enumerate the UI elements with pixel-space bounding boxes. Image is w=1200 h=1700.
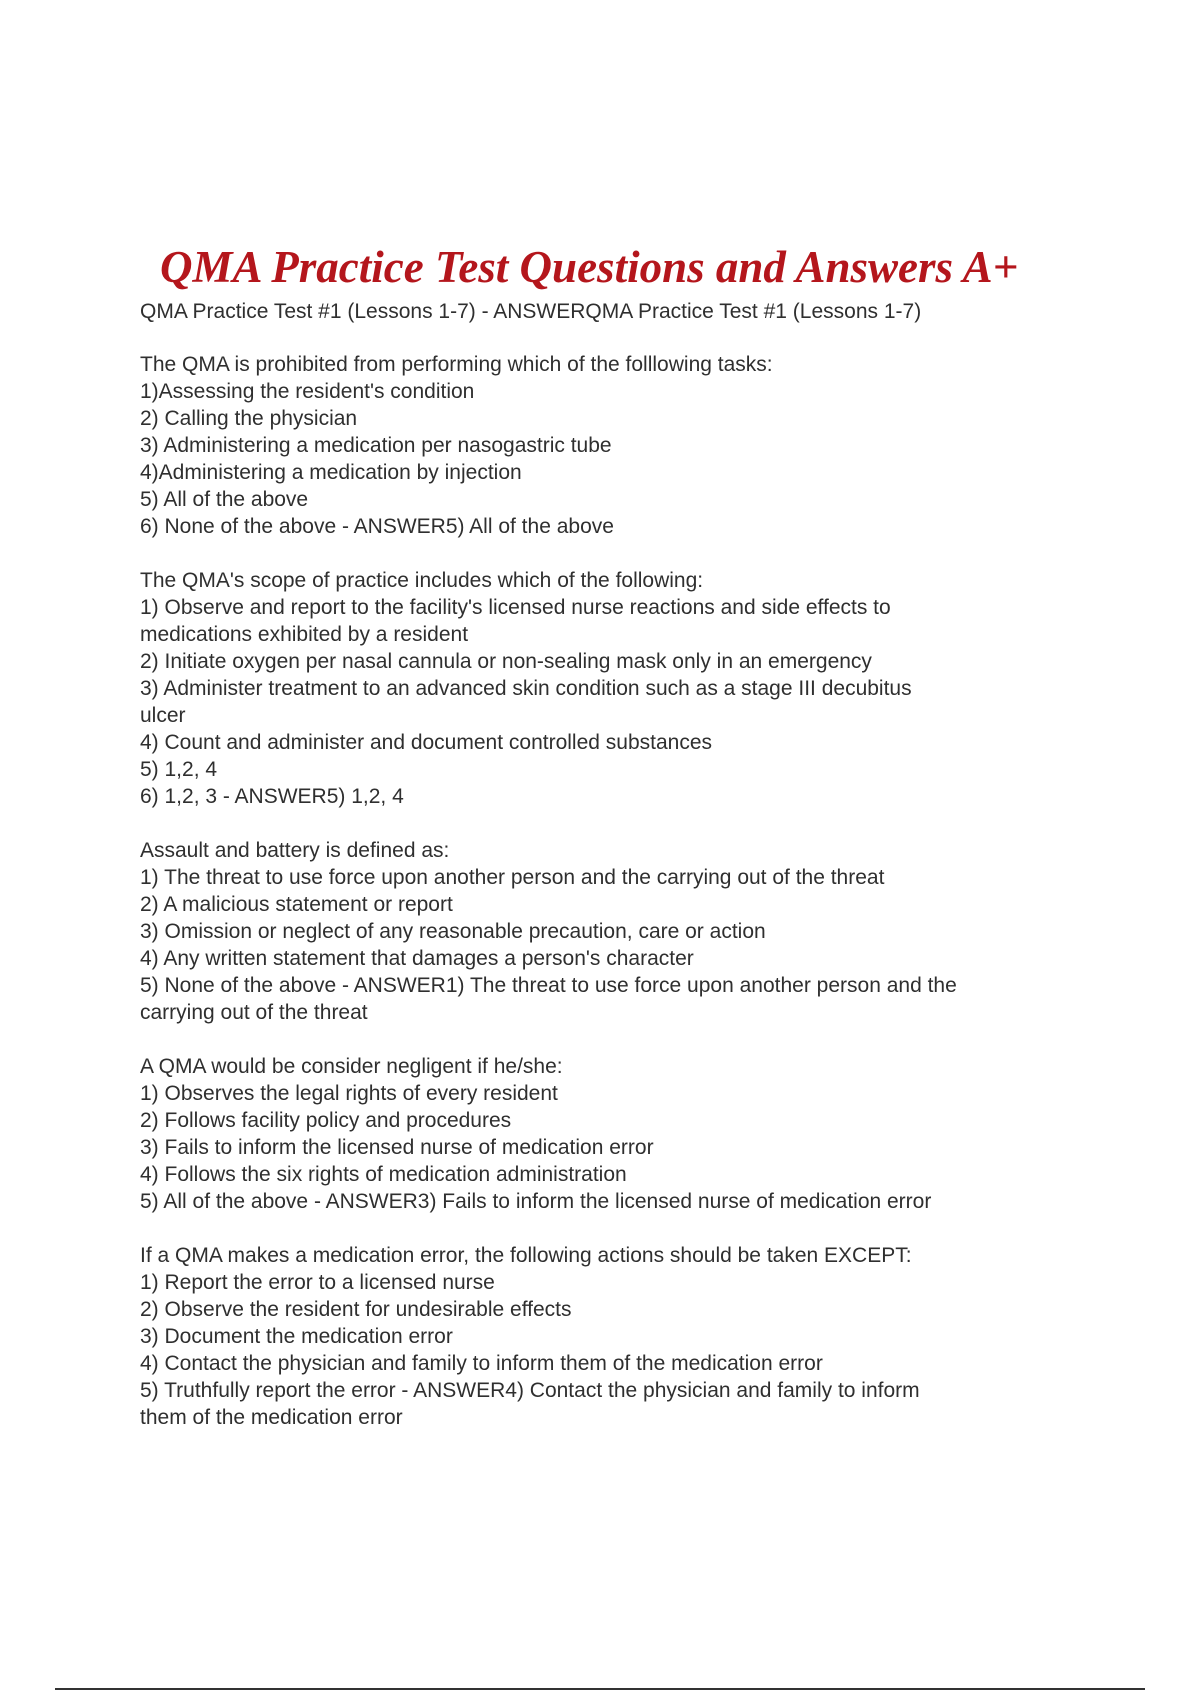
answer-option-line: 3) Omission or neglect of any reasonable precaution, care or action [140, 920, 766, 943]
answer-option-line: 2) A malicious statement or report [140, 893, 453, 916]
answer-option-line: 2) Observe the resident for undesirable effects [140, 1298, 572, 1321]
answer-option-line: carrying out of the threat [140, 1001, 368, 1024]
answer-option-line: 4)Administering a medication by injection [140, 461, 522, 484]
question-prompt: The QMA's scope of practice includes which of the following: [140, 569, 704, 592]
answer-option-line: 4) Contact the physician and family to inform them of the medication error [140, 1352, 823, 1375]
answer-option-line: 2) Calling the physician [140, 407, 358, 430]
answer-option-line: 3) Fails to inform the licensed nurse of medication error [140, 1136, 654, 1159]
question-block [140, 1242, 1080, 1431]
answer-option-line: 3) Administering a medication per nasogastric tube [140, 434, 612, 457]
answer-option-line: 1) Observes the legal rights of every resident [140, 1082, 558, 1105]
question-prompt: A QMA would be consider negligent if he/she: [140, 1055, 563, 1078]
question-prompt: The QMA is prohibited from performing which of the folllowing tasks: [140, 353, 773, 376]
answer-option-line: 5) 1,2, 4 [140, 758, 218, 781]
answer-option-line: 5) Truthfully report the error - ANSWER4) Contact the physician and family to inform [140, 1379, 920, 1402]
answer-option-line: 6) 1,2, 3 - ANSWER5) 1,2, 4 [140, 785, 404, 808]
answer-option-line: 1) The threat to use force upon another person and the carrying out of the threat [140, 866, 885, 889]
answer-option-line: 1) Observe and report to the facility's licensed nurse reactions and side effects to [140, 596, 891, 619]
document-title: QMA Practice Test Questions and Answers A+ [160, 242, 1019, 292]
answer-option-line: 3) Document the medication error [140, 1325, 453, 1348]
answer-option-line: 2) Follows facility policy and procedures [140, 1109, 512, 1132]
answer-option-line: 1)Assessing the resident's condition [140, 380, 475, 403]
footer-divider [55, 1688, 1145, 1690]
answer-option-line: 4) Any written statement that damages a person's character [140, 947, 694, 970]
answer-option-line: 1) Report the error to a licensed nurse [140, 1271, 495, 1294]
document-subtitle: QMA Practice Test #1 (Lessons 1-7) - ANSWERQMA Practice Test #1 (Lessons 1-7) [140, 300, 922, 323]
question-list [140, 351, 1080, 1458]
answer-option-line: 5) All of the above [140, 488, 309, 511]
question-prompt: Assault and battery is defined as: [140, 839, 450, 862]
question-block [140, 567, 1080, 810]
answer-option-line: 3) Administer treatment to an advanced skin condition such as a stage III decubitus [140, 677, 912, 700]
answer-option-line: 5) None of the above - ANSWER1) The threat to use force upon another person and the [140, 974, 957, 997]
answer-option-line: 4) Follows the six rights of medication administration [140, 1163, 627, 1186]
answer-option-line: medications exhibited by a resident [140, 623, 469, 646]
question-block [140, 1053, 1080, 1215]
answer-option-line: 2) Initiate oxygen per nasal cannula or non-sealing mask only in an emergency [140, 650, 872, 673]
question-prompt: If a QMA makes a medication error, the following actions should be taken EXCEPT: [140, 1244, 912, 1267]
answer-option-line: 6) None of the above - ANSWER5) All of the above [140, 515, 614, 538]
answer-option-line: 4) Count and administer and document controlled substances [140, 731, 713, 754]
answer-option-line: them of the medication error [140, 1406, 403, 1429]
answer-option-line: ulcer [140, 704, 186, 727]
question-block [140, 351, 1080, 540]
question-block [140, 837, 1080, 1026]
answer-option-line: 5) All of the above - ANSWER3) Fails to inform the licensed nurse of medication error [140, 1190, 932, 1213]
